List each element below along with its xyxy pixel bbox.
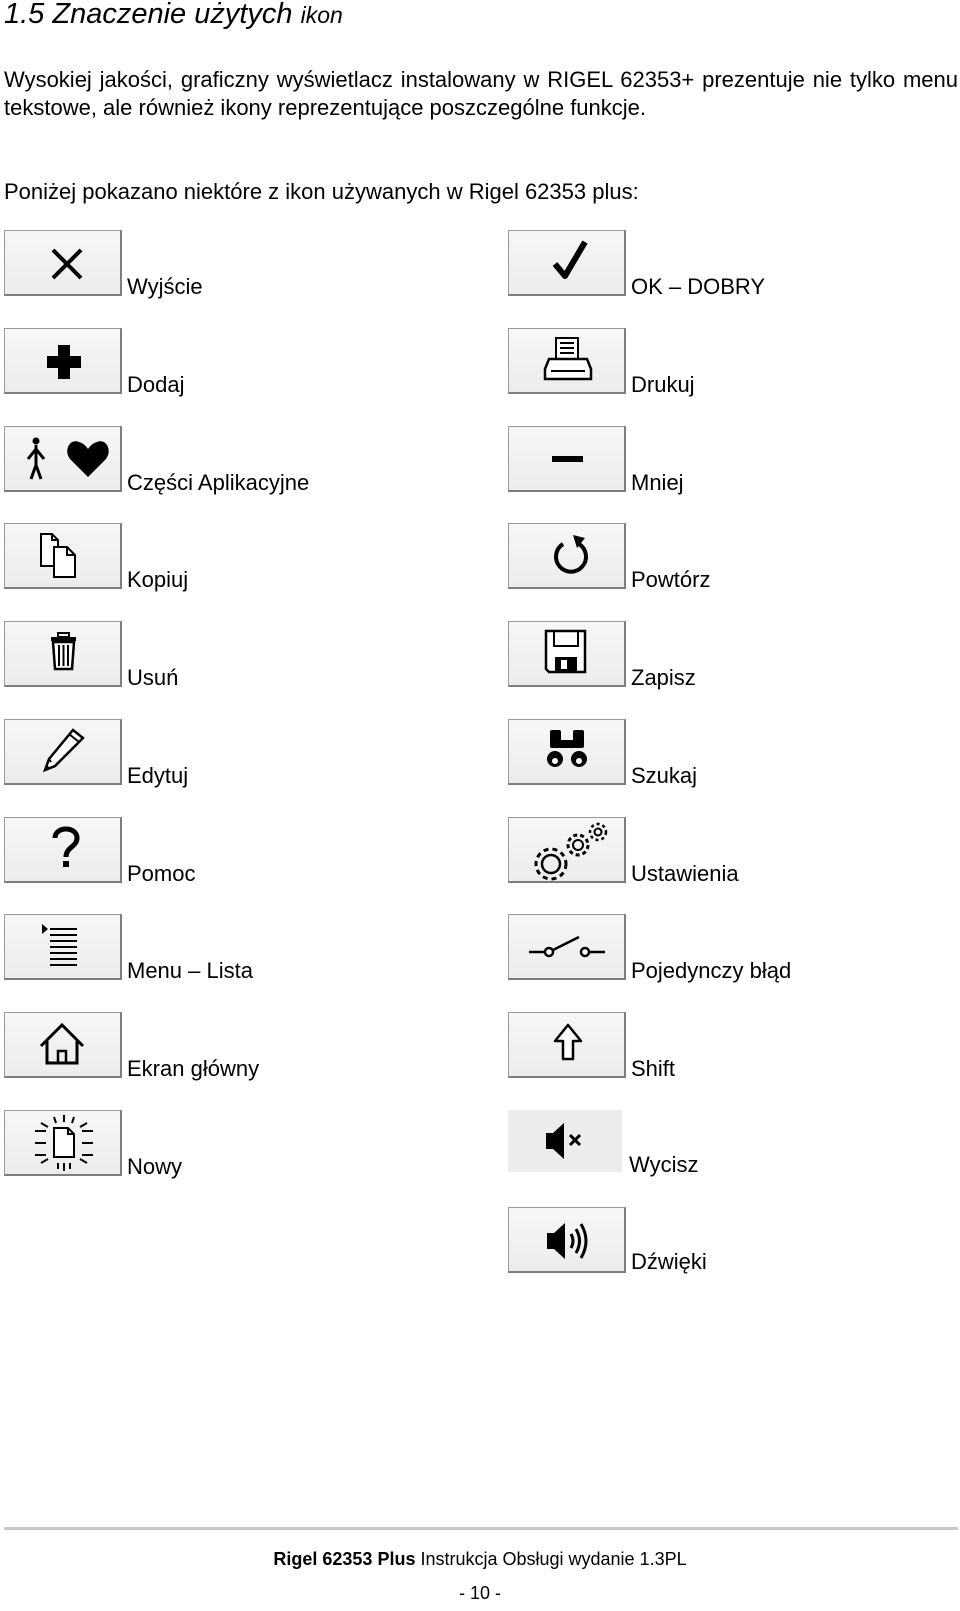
label-settings: Ustawienia	[631, 861, 739, 886]
footer-text: Instrukcja Obsługi wydanie 1.3PL	[420, 1549, 687, 1569]
label-applied-parts: Części Aplikacyjne	[127, 470, 310, 495]
person-heart-icon	[4, 426, 122, 492]
mute-icon	[508, 1110, 622, 1172]
label-edit: Edytuj	[127, 763, 189, 788]
plus-icon	[4, 328, 122, 394]
close-icon	[4, 230, 122, 296]
label-exit: Wyjście	[127, 274, 203, 299]
home-icon	[4, 1012, 122, 1078]
binoculars-icon	[508, 719, 626, 785]
footer-divider	[4, 1527, 958, 1530]
label-menu-list: Menu – Lista	[127, 958, 253, 983]
checkmark-icon	[508, 230, 626, 296]
intro-paragraph: Wysokiej jakości, graficzny wyświetlacz instalowany w RIGEL 62353+ prezentuje nie tylko menu tekstowe, ale również ikony reprezentujące poszczególne funkcje.	[4, 67, 958, 120]
label-help: Pomoc	[127, 861, 196, 886]
trash-icon	[4, 621, 122, 687]
label-single-fault: Pojedynczy błąd	[631, 958, 792, 983]
minus-icon	[508, 426, 626, 492]
page-number: - 10 -	[458, 1583, 501, 1603]
label-delete: Usuń	[127, 665, 179, 690]
printer-icon	[508, 328, 626, 394]
question-icon	[4, 817, 122, 883]
label-mute: Wycisz	[629, 1152, 699, 1177]
label-less: Mniej	[631, 470, 684, 495]
label-copy: Kopiuj	[127, 567, 189, 592]
label-new: Nowy	[127, 1154, 183, 1179]
label-print: Drukuj	[631, 372, 695, 397]
footer	[0, 1549, 960, 1570]
label-sounds: Dźwięki	[631, 1249, 707, 1274]
label-shift: Shift	[631, 1056, 676, 1081]
gears-icon	[508, 817, 626, 883]
label-home: Ekran główny	[127, 1056, 260, 1081]
label-ok: OK – DOBRY	[631, 274, 766, 299]
menu-list-icon	[4, 914, 122, 980]
footer-product: Rigel 62353 Plus	[273, 1549, 416, 1569]
repeat-icon	[508, 523, 626, 589]
floppy-disk-icon	[508, 621, 626, 687]
label-repeat: Powtórz	[631, 567, 711, 592]
lead-paragraph: Poniżej pokazano niektóre z ikon używanych w Rigel 62353 plus:	[4, 179, 639, 204]
label-search: Szukaj	[631, 763, 698, 788]
label-add: Dodaj	[127, 372, 185, 397]
switch-icon	[508, 914, 626, 980]
speaker-icon	[508, 1207, 626, 1273]
new-document-icon	[4, 1110, 122, 1176]
shift-arrow-icon	[508, 1012, 626, 1078]
copy-icon	[4, 523, 122, 589]
heading-sub: ikon	[300, 2, 343, 28]
pencil-icon	[4, 719, 122, 785]
heading-main: 1.5 Znaczenie użytych	[4, 0, 293, 30]
label-save: Zapisz	[631, 665, 696, 690]
section-heading	[4, 0, 343, 31]
